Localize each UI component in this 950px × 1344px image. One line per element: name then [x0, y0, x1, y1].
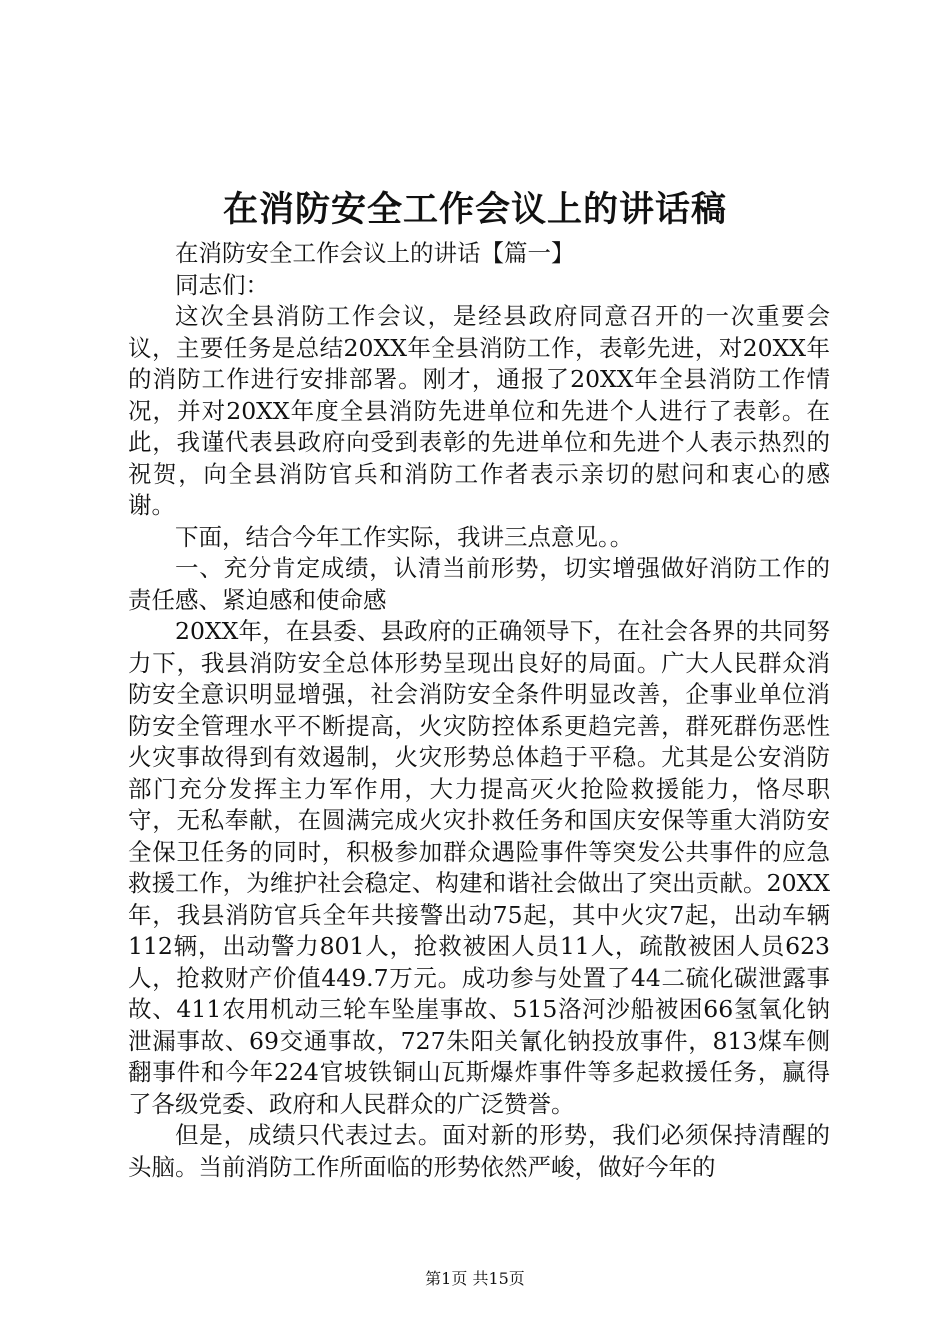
page-footer: 第1页 共15页: [425, 1269, 525, 1288]
paragraph: 这次全县消防工作会议，是经县政府同意召开的一次重要会议，主要任务是总结20XX年全县消防工作，表彰先进，对20XX年的消防工作进行安排部署。刚才，通报了20XX年全县消防工作情况，并对20XX年度全县消防先进单位和先进个人进行了表彰。在此，我谨代表县政府向受到表彰的先进单位和先进个人表示热烈的祝贺，向全县消防官兵和消防工作者表示亲切的慰问和衷心的感谢。: [128, 302, 830, 519]
document-title: 在消防安全工作会议上的讲话稿: [222, 189, 727, 230]
paragraph: 但是，成绩只代表过去。面对新的形势，我们必须保持清醒的头脑。当前消防工作所面临的形势依然严峻，做好今年的: [128, 1121, 830, 1181]
section-heading: 在消防安全工作会议上的讲话【篇一】: [175, 239, 575, 267]
salutation: 同志们：: [175, 270, 269, 299]
paragraph: 20XX年，在县委、县政府的正确领导下，在社会各界的共同努力下，我县消防安全总体形势呈现出良好的局面。广大人民群众消防安全意识明显增强，社会消防安全条件明显改善，企事业单位消防安全管理水平不断提高，火灾防控体系更趋完善，群死群伤恶性火灾事故得到有效遏制，火灾形势总体趋于平稳。尤其是公安消防部门充分发挥主力军作用，大力提高灭火抢险救援能力，恪尽职守，无私奉献，在圆满完成火灾扑救任务和国庆安保等重大消防安全保卫任务的同时，积极参加群众遇险事件等突发公共事件的应急救援工作，为维护社会稳定、构建和谐社会做出了突出贡献。20XX年，我县消防官兵全年共接警出动75起，其中火灾7起，出动车辆112辆，出动警力801人，抢救被困人员11人，疏散被困人员623人，抢救财产价值449.7万元。成功参与处置了44二硫化碳泄露事故、411农用机动三轮车坠崖事故、515洛河沙船被困66氢氧化钠泄漏事故、69交通事故，727朱阳关氰化钠投放事件，813煤车侧翻事件和今年224官坡铁铜山瓦斯爆炸事件等多起救援任务，赢得了各级党委、政府和人民群众的广泛赞誉。: [128, 617, 830, 1118]
paragraph: 一、充分肯定成绩，认清当前形势，切实增强做好消防工作的责任感、紧迫感和使命感: [128, 554, 830, 614]
document-body: [128, 238, 830, 1183]
paragraph: 下面，结合今年工作实际，我讲三点意见。。: [175, 522, 634, 551]
